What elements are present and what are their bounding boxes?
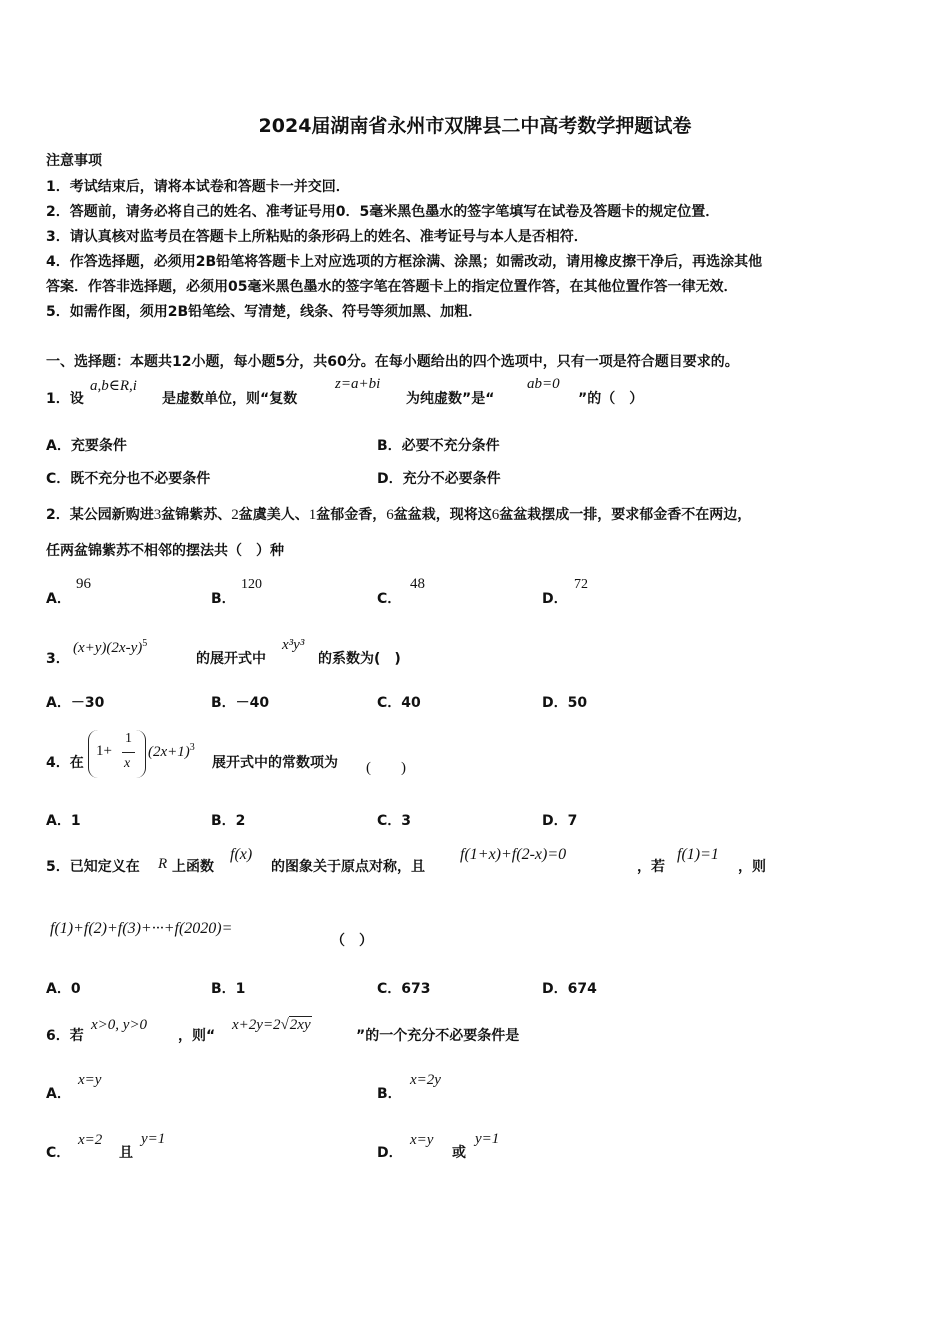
q6-option-c-math: y=1 — [141, 1131, 166, 1147]
q3-expression-base: (x+y)(2x-y) — [73, 640, 143, 656]
q5-math-fx: f(x) — [230, 846, 253, 863]
q3-text: 的展开式中 — [196, 651, 266, 667]
q6-option-d-math: y=1 — [475, 1131, 500, 1147]
q1-option-c[interactable]: C．既不充分也不必要条件 — [46, 471, 211, 487]
q2-option-a-value: 96 — [76, 576, 91, 592]
q1-math-ab: a,b∈R,i — [90, 378, 137, 394]
q4-expression-base: (2x+1) — [148, 744, 190, 760]
q2-text-line2: 任两盆锦紫苏不相邻的摆法共（ ）种 — [46, 543, 284, 559]
q1-option-b[interactable]: B．必要不充分条件 — [377, 438, 500, 454]
q1-text: ”的（ ） — [578, 391, 644, 407]
q4-option-c[interactable]: C．3 — [377, 813, 412, 829]
q4-option-a[interactable]: A．1 — [46, 813, 81, 829]
q2-count: 6 — [491, 507, 500, 523]
q4-frac-numerator: 1 — [125, 731, 132, 746]
q1-number: 1．设 — [46, 391, 84, 407]
q3-option-a[interactable]: A．－30 — [46, 695, 105, 711]
q6-option-a-label[interactable]: A． — [46, 1086, 71, 1102]
q2-count: 3 — [153, 507, 162, 523]
q6-option-b-math: x=2y — [410, 1072, 441, 1088]
q5-math-sum: f(1)+f(2)+f(3)+···+f(2020)= — [50, 920, 233, 937]
q5-text: 的图象关于原点对称，且 — [271, 859, 425, 875]
q6-text: ，则“ — [178, 1028, 216, 1044]
q5-option-d[interactable]: D．674 — [542, 981, 597, 997]
q4-option-b[interactable]: B．2 — [211, 813, 246, 829]
q3-option-d[interactable]: D．50 — [542, 695, 588, 711]
q4-number: 4．在 — [46, 755, 84, 771]
q3-term: x³y³ — [282, 637, 305, 653]
q5-option-a[interactable]: A．0 — [46, 981, 81, 997]
q3-option-c[interactable]: C．40 — [377, 695, 421, 711]
q6-number: 6．若 — [46, 1028, 84, 1044]
q1-option-d[interactable]: D．充分不必要条件 — [377, 471, 501, 487]
q2-option-a-label[interactable]: A． — [46, 591, 71, 607]
q4-fraction-bar — [122, 752, 135, 753]
q5-option-b[interactable]: B．1 — [211, 981, 246, 997]
q2-text-part: 2．某公园新购进 — [46, 507, 154, 523]
q2-text-part: 盆盆栽，现将这 — [393, 507, 492, 523]
q6-option-b-label[interactable]: B． — [377, 1086, 402, 1102]
q2-text-part: 盆郁金香， — [316, 507, 387, 523]
q6-text: ”的一个充分不必要条件是 — [356, 1028, 520, 1044]
notice-item: 4．作答选择题，必须用2B铅笔将答题卡上对应选项的方框涂满、涂黑；如需改动，请用橡皮擦干净后，再选涂其他 — [46, 254, 763, 270]
q3-number: 3． — [46, 651, 70, 667]
q6-option-c-label[interactable]: C． — [46, 1145, 71, 1161]
q3-option-b[interactable]: B．－40 — [211, 695, 270, 711]
q4-frac-denominator: x — [124, 756, 131, 771]
q3-text: 的系数为( ) — [318, 651, 401, 667]
q1-math-ab0: ab=0 — [527, 376, 560, 392]
q2-count: 2 — [231, 507, 239, 523]
q4-expression — [148, 742, 195, 761]
q5-math-f1: f(1)=1 — [677, 846, 719, 863]
q6-sqrt-body: 2xy — [289, 1017, 311, 1033]
q4-text: 展开式中的常数项为 — [212, 755, 338, 771]
q2-text-part: 盆锦紫苏、 — [161, 507, 232, 523]
q5-text: ，若 — [637, 859, 665, 875]
page-title: 2024届湖南省永州市双牌县二中高考数学押题试卷 — [258, 115, 692, 137]
q2-count: 1 — [308, 507, 317, 523]
q6-math-condition: x>0, y>0 — [91, 1017, 148, 1033]
q5-option-c[interactable]: C．673 — [377, 981, 431, 997]
notice-item: 3．请认真核对监考员在答题卡上所粘贴的条形码上的姓名、准考证号与本人是否相符． — [46, 229, 588, 245]
q5-text: ，则 — [738, 859, 766, 875]
q4-option-d[interactable]: D．7 — [542, 813, 578, 829]
q2-option-c-label[interactable]: C． — [377, 591, 402, 607]
q6-equation-left: x+2y=2 — [232, 1017, 281, 1033]
q2-option-d-label[interactable]: D． — [542, 591, 568, 607]
q6-sqrt-sign: √ — [280, 1017, 289, 1033]
notice-item: 1．考试结束后，请将本试卷和答题卡一并交回． — [46, 179, 350, 195]
q6-option-c-math: x=2 — [78, 1132, 103, 1148]
q6-math-equation — [232, 1017, 312, 1034]
q5-paren: （ ） — [331, 933, 373, 949]
notice-heading: 注意事项 — [46, 153, 102, 169]
q3-expression — [73, 638, 147, 657]
q5-text: 上函数 — [172, 859, 214, 875]
q3-exponent: 5 — [142, 638, 148, 649]
q5-math-R: R — [158, 856, 168, 872]
q6-option-d-label[interactable]: D． — [377, 1145, 403, 1161]
q1-option-a[interactable]: A．充要条件 — [46, 438, 127, 454]
q2-option-d-value: 72 — [574, 577, 588, 592]
q6-option-d-math: x=y — [410, 1132, 434, 1148]
q2-option-b-label[interactable]: B． — [211, 591, 236, 607]
q6-option-a-math: x=y — [78, 1072, 102, 1088]
q6-option-c-conj: 且 — [119, 1145, 133, 1161]
q4-exponent: 3 — [189, 742, 195, 753]
q4-paren: ( ) — [366, 760, 406, 776]
section-heading: 一、选择题：本题共12小题，每小题5分，共60分。在每小题给出的四个选项中，只有一项是符合题目要求的。 — [46, 354, 739, 370]
notice-item: 5．如需作图，须用2B铅笔绘、写清楚，线条、符号等须加黑、加粗． — [46, 304, 483, 320]
q6-option-d-conj: 或 — [452, 1145, 466, 1161]
q2-text — [46, 506, 751, 524]
q2-text-part: 盆虞美人、 — [238, 507, 309, 523]
q2-option-b-value: 120 — [241, 577, 262, 592]
q2-text-part: 盆盆栽摆成一排，要求郁金香不在两边， — [499, 507, 752, 523]
q4-one-plus: 1+ — [96, 743, 112, 759]
q2-count: 6 — [386, 507, 394, 523]
q1-math-z: z=a+bi — [335, 376, 381, 392]
q5-number: 5．已知定义在 — [46, 859, 140, 875]
notice-item: 答案．作答非选择题，必须用05毫米黑色墨水的签字笔在答题卡上的指定位置作答，在其他位置作答一律无效． — [46, 279, 738, 295]
q2-option-c-value: 48 — [410, 576, 425, 592]
q1-text: 为纯虚数”是“ — [406, 391, 495, 407]
q5-math-condition: f(1+x)+f(2-x)=0 — [460, 846, 567, 863]
q1-text: 是虚数单位，则“复数 — [162, 391, 298, 407]
notice-item: 2．答题前，请务必将自己的姓名、准考证号用0．5毫米黑色墨水的签字笔填写在试卷及答题卡的规定位置． — [46, 204, 720, 220]
